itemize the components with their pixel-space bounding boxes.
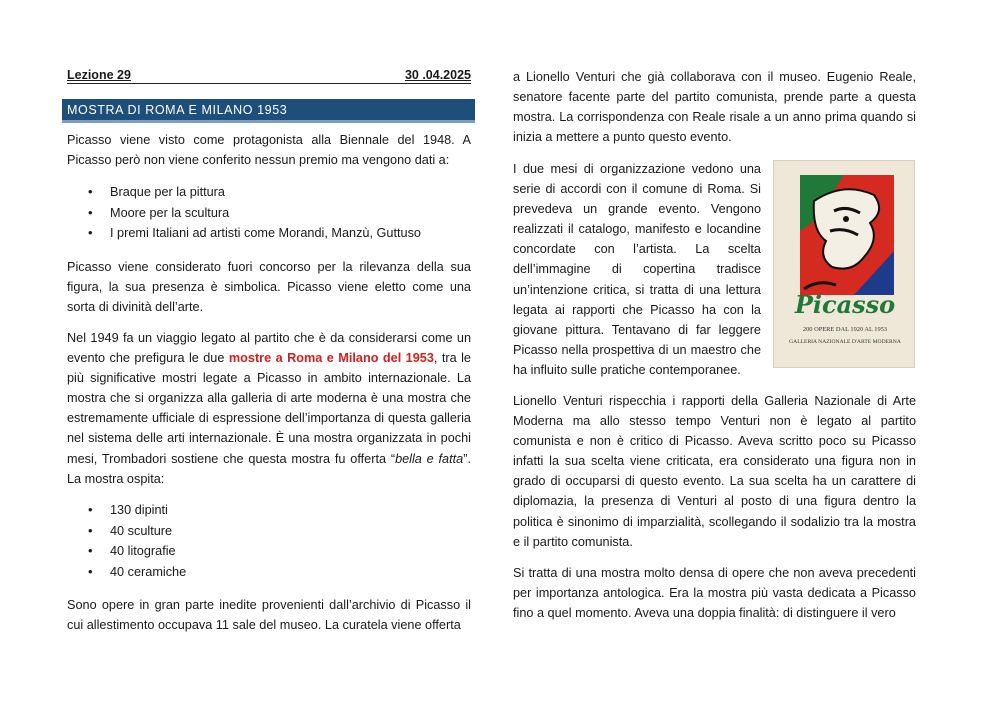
lesson-header — [67, 68, 471, 84]
poster-title: Picasso — [794, 290, 896, 319]
right-paragraph-1: a Lionello Venturi che già collaborava con il museo. Eugenio Reale, senatore facente parte del partito comunista, prende parte a questa mostra. La corrispondenza con Reale risale a un anno prima quando si inizia a mettere a punto questo evento. — [513, 70, 916, 145]
section-title: MOSTRA DI ROMA E MILANO 1953 — [62, 99, 475, 123]
list-item: • 40 litografie — [67, 541, 471, 562]
text-run: Nel 1949 fa un viaggio legato al partito che è da considerarsi come un evento che prefigura le due — [67, 331, 471, 366]
award-list — [67, 182, 471, 244]
right-paragraph-4: Si tratta di una mostra molto densa di opere che non aveva precedenti per importanza antologica. Era la mostra più vasta dedicata a Picasso fino a quel momento. Aveva una doppia finalità: di distinguere il vero — [513, 566, 916, 621]
right-paragraph-3: Lionello Venturi rispecchia i rapporti della Galleria Nazionale di Arte Moderna ma allo stesso tempo Venturi non è legato al partito comunista e non è critico di Picasso. Aveva scritto poco su Picasso infatti la sua scelta viene criticata, era considerato una figura non in grado di occuparsi di questo evento. La sua scelta ha un carattere di diplomazia, la presenza di Venturi al posto di una figura dentro la politica è sinonimo di imparzialità, scollegando il sodalizio tra la mostra e il partito comunista. — [513, 394, 916, 549]
poster-subtitle: 200 OPERE DAL 1920 AL 1953 — [802, 326, 888, 333]
list-item: • I premi Italiani ad artisti come Morandi, Manzù, Guttuso — [67, 223, 471, 244]
left-paragraph-1: Picasso viene visto come protagonista alla Biennale del 1948. A Picasso però non viene conferito nessun premio ma vengono dati a: — [67, 133, 471, 168]
left-paragraph-4: Sono opere in gran parte inedite provenienti dall’archivio di Picasso il cui allestimento occupava 11 sale del museo. La curatela viene offerta — [67, 598, 471, 633]
right-paragraph-2: I due mesi di organizzazione vedono una serie di accordi con il comune di Roma. Si prevedeva un grande evento. Vengono realizzati il catalogo, manifesto e locandine concordate con l’artista. La scelta dell’immagine di copertina tradisce un’intenzione critica, si tratta di una lettura legata ai rapporti che Picasso ha con la giovane pittura. Tentavano di far leggere Picasso nella prospettiva di un maestro che ha influito sulle pratiche contemporanee. — [513, 162, 761, 377]
text-run: ”. La mostra ospita: — [67, 451, 471, 486]
list-item: • 40 ceramiche — [67, 562, 471, 583]
text-run: , tra le più significative mostri legate a Picasso in ambito internazionale. La mostra che si organizza alla galleria di arte moderna è una mostra che estremamente ufficiale di espressione dell’importanza di questa galleria nel sistema delle arti internazionale. È una mostra organizzata in pochi mesi, Trombadori sostiene che questa mostra fu offerta “ — [67, 351, 471, 466]
highlighted-text: mostre a Roma e Milano del 1953 — [228, 351, 434, 366]
list-item: • 40 sculture — [67, 521, 471, 542]
list-item: • Moore per la scultura — [67, 203, 471, 224]
poster-artwork — [774, 161, 916, 369]
exhibition-contents-list — [67, 500, 471, 582]
poster-gallery: GALLERIA NAZIONALE D'ARTE MODERNA — [789, 339, 901, 345]
left-paragraph-2: Picasso viene considerato fuori concorso per la rilevanza della sua figura, la sua presenza è simbolica. Picasso viene eletto come una sorta di divinità dell’arte. — [67, 260, 471, 315]
list-item: • Braque per la pittura — [67, 182, 471, 203]
list-item: • 130 dipinti — [67, 500, 471, 521]
lesson-number: Lezione 29 — [67, 68, 131, 82]
left-paragraph-3 — [67, 328, 471, 489]
lesson-date: 30 .04.2025 — [404, 68, 471, 82]
italic-quote: bella e fatta — [395, 451, 464, 466]
exhibition-poster — [773, 160, 915, 368]
